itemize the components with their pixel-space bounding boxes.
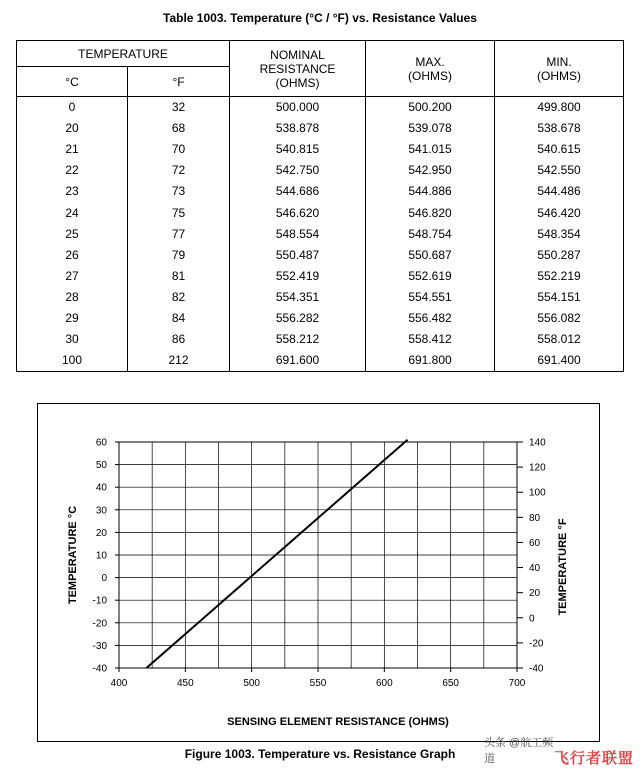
cell-fahrenheit: 68 [128, 118, 230, 139]
cell-min: 556.082 [495, 308, 624, 329]
cell-max: 691.800 [366, 350, 495, 372]
cell-min: 538.678 [495, 118, 624, 139]
table-row [17, 350, 624, 372]
cell-celsius: 24 [17, 202, 128, 223]
cell-nominal: 500.000 [230, 97, 366, 119]
cell-nominal: 554.351 [230, 287, 366, 308]
cell-min: 554.151 [495, 287, 624, 308]
x-tick-label: 550 [309, 678, 327, 689]
cell-fahrenheit: 72 [128, 160, 230, 181]
cell-max: 552.619 [366, 266, 495, 287]
cell-max: 556.482 [366, 308, 495, 329]
cell-min: 540.615 [495, 139, 624, 160]
y-tick-label: -30 [92, 640, 107, 652]
cell-min: 691.400 [495, 350, 624, 372]
cell-fahrenheit: 86 [128, 329, 230, 350]
cell-celsius: 0 [17, 97, 128, 119]
header-min-line-1: MIN. [546, 54, 572, 69]
header-temperature: TEMPERATURE [17, 41, 230, 67]
cell-max: 539.078 [366, 118, 495, 139]
cell-min: 558.012 [495, 329, 624, 350]
y-tick-label: 10 [95, 550, 107, 562]
header-min-line-2: (OHMS) [537, 68, 582, 83]
y-tick-label: -10 [92, 595, 107, 607]
watermark [484, 728, 634, 770]
table-row [17, 329, 624, 350]
y2-tick-label: -40 [529, 663, 544, 675]
cell-min: 499.800 [495, 97, 624, 119]
cell-fahrenheit: 75 [128, 202, 230, 223]
watermark-text: 飞行者联盟 [553, 750, 634, 767]
x-tick-label: 450 [176, 678, 194, 689]
cell-nominal: 538.878 [230, 118, 366, 139]
cell-max: 542.950 [366, 160, 495, 181]
figure-caption: Figure 1003. Temperature vs. Resistance Graph [184, 747, 456, 761]
table-row [17, 202, 624, 223]
y-tick-label: 60 [95, 437, 107, 449]
cell-fahrenheit: 84 [128, 308, 230, 329]
y2-tick-label: 0 [529, 613, 535, 625]
y2-tick-label: 60 [529, 537, 541, 549]
table-row [17, 308, 624, 329]
x-tick-label: 650 [442, 678, 460, 689]
header-nominal [230, 41, 366, 97]
cell-nominal: 542.750 [230, 160, 366, 181]
temperature-resistance-chart [38, 404, 601, 743]
cell-nominal: 558.212 [230, 329, 366, 350]
y-axis-label: TEMPERATURE °C [67, 505, 79, 605]
y2-tick-label: 100 [529, 487, 546, 499]
header-min [495, 41, 624, 97]
table-row [17, 287, 624, 308]
cell-min: 546.420 [495, 202, 624, 223]
y-tick-label: 40 [95, 482, 107, 494]
watermark-sub: 头条 @航工频道 [484, 737, 554, 765]
cell-max: 550.687 [366, 245, 495, 266]
y2-tick-label: 40 [529, 563, 541, 575]
cell-fahrenheit: 73 [128, 181, 230, 202]
cell-celsius: 22 [17, 160, 128, 181]
y2-tick-label: 20 [529, 588, 541, 600]
cell-min: 548.354 [495, 224, 624, 245]
y2-tick-label: 120 [529, 462, 546, 474]
cell-celsius: 20 [17, 118, 128, 139]
table-row [17, 118, 624, 139]
cell-nominal: 540.815 [230, 139, 366, 160]
header-max-line-2: (OHMS) [408, 68, 453, 83]
table-row [17, 245, 624, 266]
cell-fahrenheit: 212 [128, 350, 230, 372]
table-row [17, 181, 624, 202]
cell-min: 544.486 [495, 181, 624, 202]
cell-fahrenheit: 79 [128, 245, 230, 266]
cell-max: 541.015 [366, 139, 495, 160]
chart-frame [37, 403, 600, 742]
cell-celsius: 21 [17, 139, 128, 160]
cell-nominal: 691.600 [230, 350, 366, 372]
x-tick-label: 500 [243, 678, 261, 689]
cell-fahrenheit: 77 [128, 224, 230, 245]
table-body [17, 97, 624, 372]
table-row [17, 266, 624, 287]
table-row [17, 224, 624, 245]
cell-celsius: 25 [17, 224, 128, 245]
cell-nominal: 552.419 [230, 266, 366, 287]
cell-fahrenheit: 82 [128, 287, 230, 308]
cell-nominal: 556.282 [230, 308, 366, 329]
cell-min: 542.550 [495, 160, 624, 181]
header-nominal-line-1: NOMINAL [270, 47, 325, 62]
header-nominal-line-3: (OHMS) [275, 75, 320, 90]
y2-tick-label: 80 [529, 512, 541, 524]
table-row [17, 97, 624, 119]
cell-nominal: 548.554 [230, 224, 366, 245]
x-tick-label: 400 [110, 678, 128, 689]
cell-celsius: 100 [17, 350, 128, 372]
cell-min: 552.219 [495, 266, 624, 287]
cell-fahrenheit: 81 [128, 266, 230, 287]
header-nominal-line-2: RESISTANCE [259, 61, 336, 76]
y-tick-label: 50 [95, 460, 107, 472]
cell-max: 554.551 [366, 287, 495, 308]
y-tick-label: 30 [95, 505, 107, 517]
cell-max: 558.412 [366, 329, 495, 350]
cell-nominal: 546.620 [230, 202, 366, 223]
x-tick-label: 700 [508, 678, 526, 689]
x-tick-label: 600 [375, 678, 393, 689]
cell-celsius: 27 [17, 266, 128, 287]
cell-fahrenheit: 32 [128, 97, 230, 119]
table-row [17, 160, 624, 181]
cell-min: 550.287 [495, 245, 624, 266]
header-max [366, 41, 495, 97]
cell-celsius: 29 [17, 308, 128, 329]
y-tick-label: -20 [92, 618, 107, 630]
cell-nominal: 550.487 [230, 245, 366, 266]
cell-celsius: 26 [17, 245, 128, 266]
cell-max: 544.886 [366, 181, 495, 202]
cell-max: 548.754 [366, 224, 495, 245]
table-title: Table 1003. Temperature (°C / °F) vs. Resistance Values [163, 11, 477, 25]
y2-axis-label: TEMPERATURE °F [557, 518, 569, 616]
cell-max: 546.820 [366, 202, 495, 223]
header-celsius: °C [17, 67, 128, 97]
y2-tick-label: 140 [529, 437, 546, 449]
y2-tick-label: -20 [529, 638, 544, 650]
resistance-table [16, 40, 624, 372]
cell-celsius: 30 [17, 329, 128, 350]
cell-celsius: 28 [17, 287, 128, 308]
cell-fahrenheit: 70 [128, 139, 230, 160]
y-tick-label: 0 [101, 573, 107, 585]
table-row [17, 139, 624, 160]
x-axis-label: SENSING ELEMENT RESISTANCE (OHMS) [227, 716, 449, 728]
header-max-line-1: MAX. [415, 54, 445, 69]
cell-nominal: 544.686 [230, 181, 366, 202]
header-fahrenheit: °F [128, 67, 230, 97]
cell-max: 500.200 [366, 97, 495, 119]
y-tick-label: 20 [95, 527, 107, 539]
y-tick-label: -40 [92, 663, 107, 675]
cell-celsius: 23 [17, 181, 128, 202]
